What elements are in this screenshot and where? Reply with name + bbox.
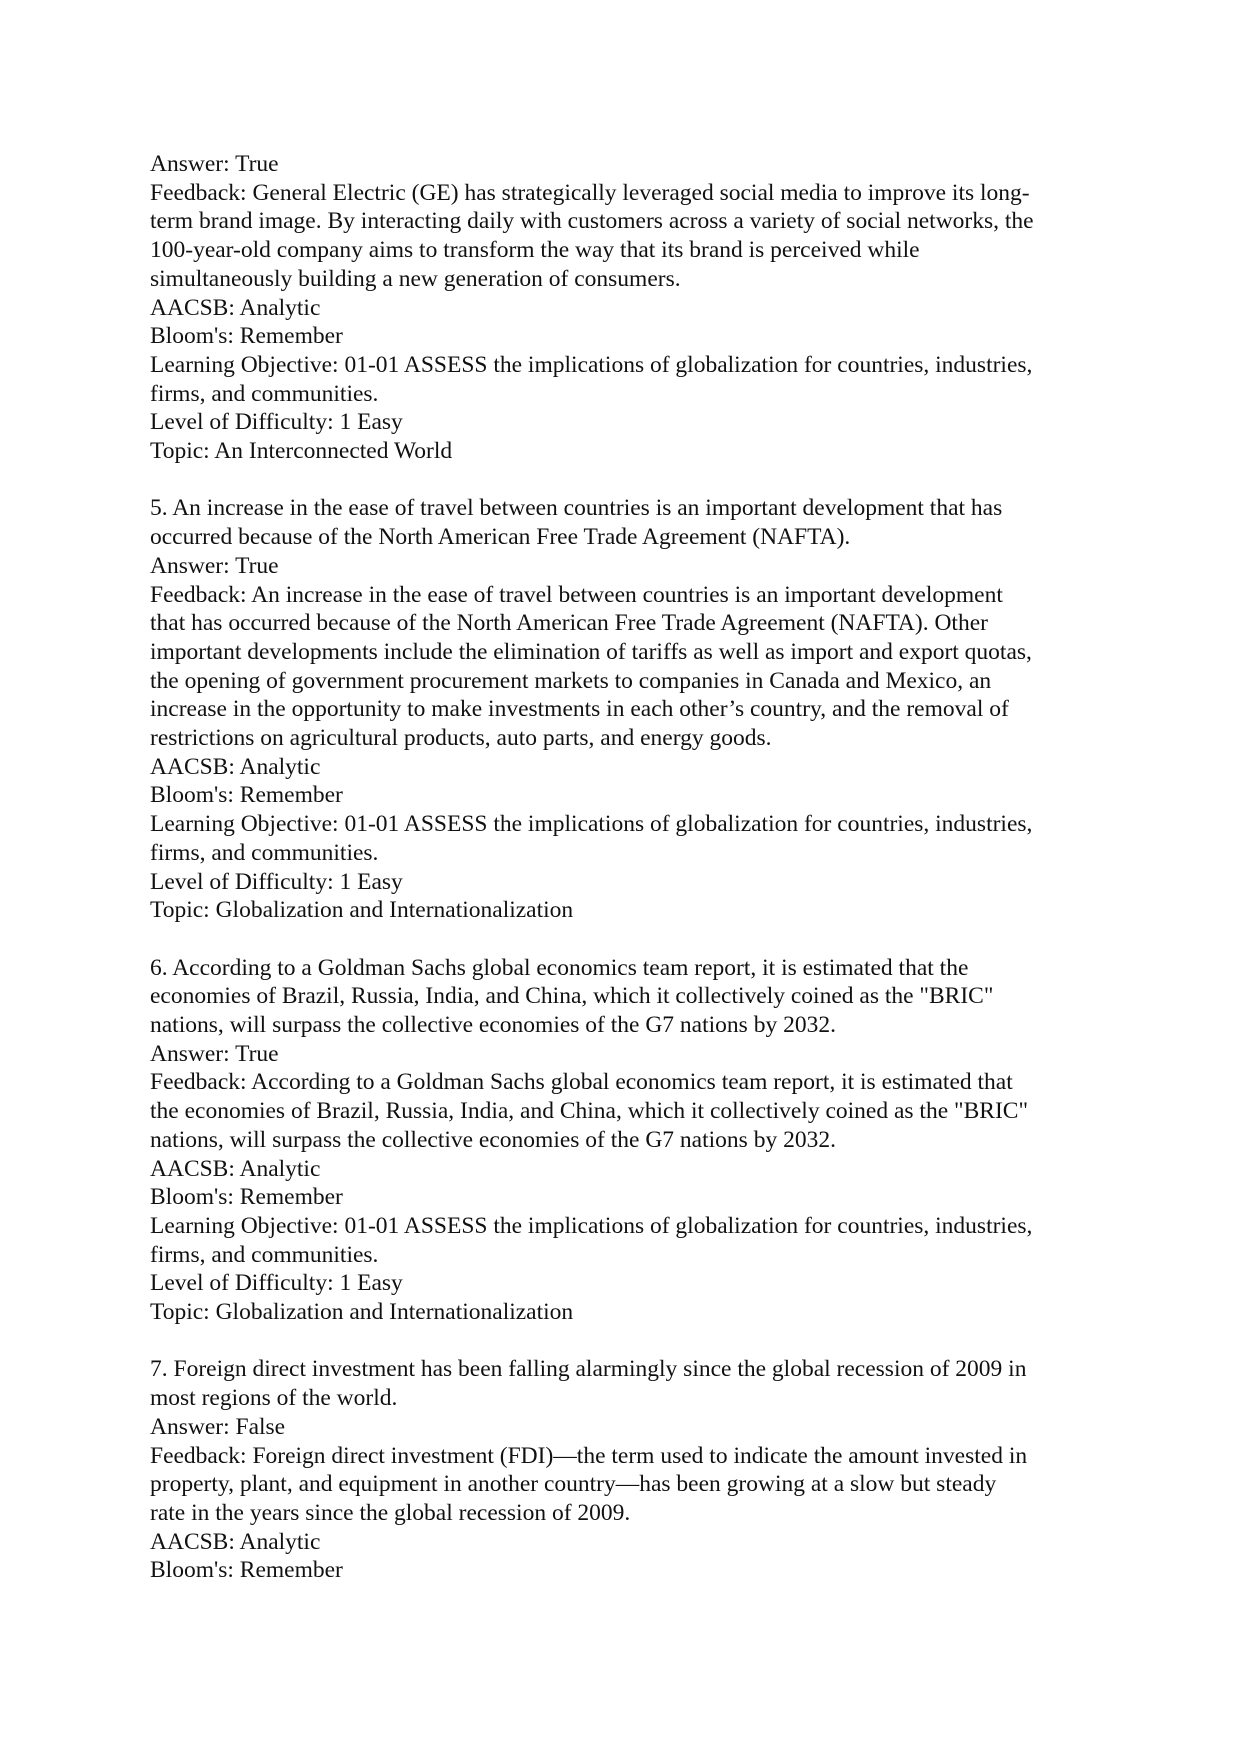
feedback-line: that has occurred because of the North American Free Trade Agreement (NAFTA). Other: [150, 610, 988, 637]
question-line: 5. An increase in the ease of travel between countries is an important development that has: [150, 495, 1003, 522]
question-block-7: [150, 1355, 1095, 1585]
blooms-line: Bloom's: Remember: [150, 1184, 343, 1211]
difficulty-line: Level of Difficulty: 1 Easy: [150, 868, 403, 895]
blooms-line: Bloom's: Remember: [150, 1557, 343, 1584]
difficulty-line: Level of Difficulty: 1 Easy: [150, 409, 403, 436]
learning-objective-line: Learning Objective: 01-01 ASSESS the implications of globalization for countries, industries,: [150, 1212, 1033, 1239]
learning-objective-line: firms, and communities.: [150, 839, 379, 866]
feedback-line: Feedback: General Electric (GE) has strategically leveraged social media to improve its long-: [150, 179, 1030, 206]
paragraph-spacer: [150, 1327, 1095, 1356]
question-line: economies of Brazil, Russia, India, and China, which it collectively coined as the "BRIC": [150, 983, 994, 1010]
feedback-line: important developments include the elimination of tariffs as well as import and export quotas,: [150, 638, 1032, 665]
blooms-line: Bloom's: Remember: [150, 323, 343, 350]
feedback-line: increase in the opportunity to make investments in each other’s country, and the removal of: [150, 696, 1009, 723]
question-line: 7. Foreign direct investment has been falling alarmingly since the global recession of 2009 in: [150, 1356, 1027, 1383]
difficulty-line: Level of Difficulty: 1 Easy: [150, 1270, 403, 1297]
question-line: occurred because of the North American Free Trade Agreement (NAFTA).: [150, 524, 851, 551]
feedback-line: term brand image. By interacting daily with customers across a variety of social networks, the: [150, 208, 1034, 235]
answer-line: Answer: True: [150, 552, 279, 579]
question-line: 6. According to a Goldman Sachs global economics team report, it is estimated that the: [150, 954, 969, 981]
aacsb-line: AACSB: Analytic: [150, 1155, 321, 1182]
question-block-5: [150, 494, 1095, 925]
question-line: most regions of the world.: [150, 1385, 398, 1412]
answer-line: Answer: True: [150, 151, 279, 177]
feedback-line: restrictions on agricultural products, auto parts, and energy goods.: [150, 725, 772, 752]
question-line: nations, will surpass the collective economies of the G7 nations by 2032.: [150, 1012, 836, 1039]
question-block-6: [150, 954, 1095, 1327]
feedback-line: 100-year-old company aims to transform the way that its brand is perceived while: [150, 237, 920, 264]
feedback-line: property, plant, and equipment in another country—has been growing at a slow but steady: [150, 1471, 997, 1498]
learning-objective-line: Learning Objective: 01-01 ASSESS the implications of globalization for countries, industries,: [150, 811, 1033, 838]
feedback-line: rate in the years since the global recession of 2009.: [150, 1500, 631, 1526]
learning-objective-line: Learning Objective: 01-01 ASSESS the implications of globalization for countries, industries,: [150, 351, 1033, 378]
answer-line: Answer: False: [150, 1413, 286, 1440]
feedback-line: simultaneously building a new generation of consumers.: [150, 265, 681, 292]
aacsb-line: AACSB: Analytic: [150, 753, 321, 780]
paragraph-spacer: [150, 925, 1095, 954]
topic-line: Topic: Globalization and Internationalization: [150, 897, 574, 924]
document-page: [150, 150, 1095, 1585]
blooms-line: Bloom's: Remember: [150, 782, 343, 809]
feedback-line: nations, will surpass the collective economies of the G7 nations by 2032.: [150, 1126, 836, 1153]
paragraph-spacer: [150, 466, 1095, 495]
feedback-line: the economies of Brazil, Russia, India, and China, which it collectively coined as the "BRIC": [150, 1098, 1029, 1125]
topic-line: Topic: Globalization and Internationalization: [150, 1299, 574, 1326]
aacsb-line: AACSB: Analytic: [150, 1528, 321, 1555]
answer-line: Answer: True: [150, 1040, 279, 1067]
topic-line: Topic: An Interconnected World: [150, 438, 453, 465]
feedback-line: Feedback: According to a Goldman Sachs global economics team report, it is estimated that: [150, 1069, 1013, 1096]
question-block-4-continued: [150, 150, 1095, 466]
feedback-line: the opening of government procurement markets to companies in Canada and Mexico, an: [150, 667, 992, 694]
learning-objective-line: firms, and communities.: [150, 380, 379, 407]
aacsb-line: AACSB: Analytic: [150, 294, 321, 321]
feedback-line: Feedback: An increase in the ease of travel between countries is an important development: [150, 581, 1003, 608]
learning-objective-line: firms, and communities.: [150, 1241, 379, 1268]
feedback-line: Feedback: Foreign direct investment (FDI)—the term used to indicate the amount invested in: [150, 1442, 1028, 1469]
